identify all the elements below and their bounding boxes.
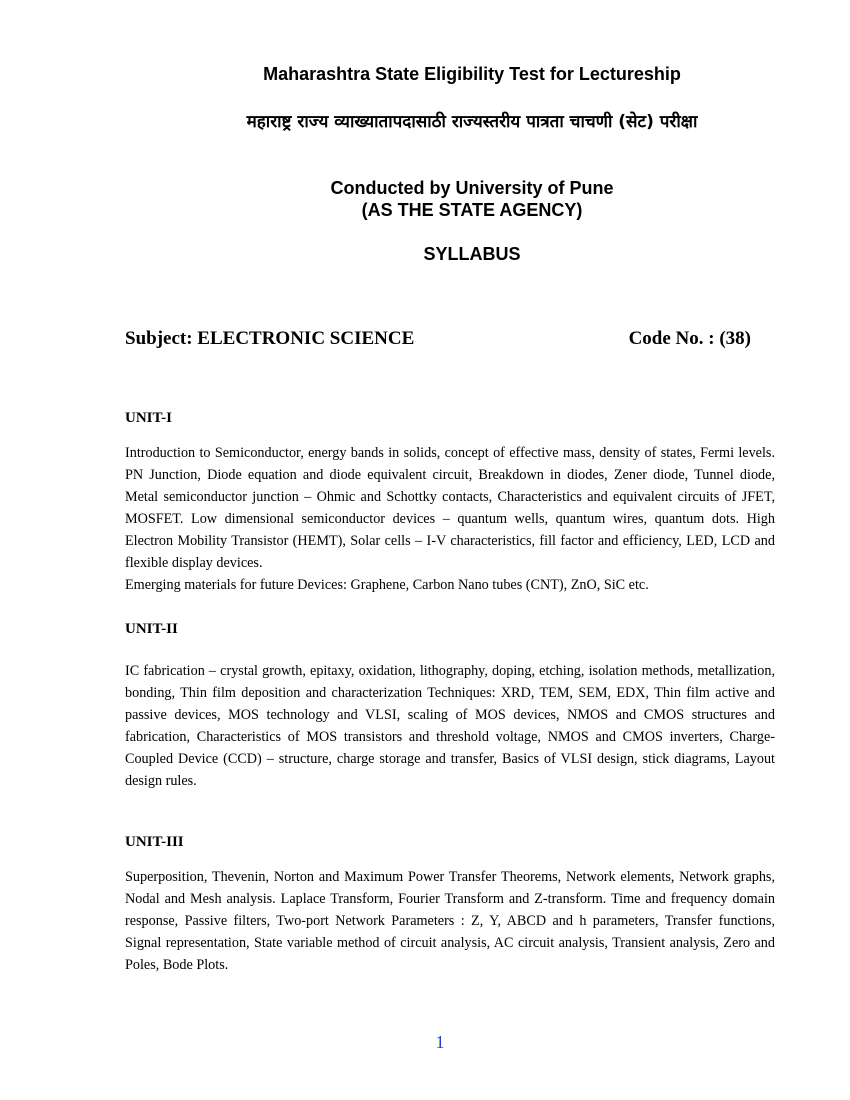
unit-extra: Emerging materials for future Devices: Graphene, Carbon Nano tubes (CNT), ZnO, SiC etc. xyxy=(125,577,649,593)
syllabus-heading: SYLLABUS xyxy=(423,244,521,264)
conducted-by: Conducted by University of Pune xyxy=(330,178,614,198)
unit-text: IC fabrication – crystal growth, epitaxy, oxidation, lithography, doping, etching, isolation methods, metallization, bonding, Thin film deposition and characterization Techniques: XRD, TEM, SEM, EDX, Thin film active and passive devices, MOS technology and VLSI, scaling of MOS devices, NMOS and CMOS structures and fabrication, Characteristics of MOS transistors and threshold voltage, NMOS and CMOS inverters, Charge-Coupled Device (CCD) – structure, charge storage and transfer, Basics of VLSI design, stick diagrams, Layout design rules. xyxy=(125,663,775,789)
unit-heading: UNIT-I xyxy=(125,410,172,426)
exam-title: Maharashtra State Eligibility Test for Lectureship xyxy=(263,64,681,84)
subject-label: Subject: ELECTRONIC SCIENCE xyxy=(125,328,415,349)
subject-row xyxy=(125,328,751,350)
unit-heading: UNIT-II xyxy=(125,621,178,637)
unit-text: Superposition, Thevenin, Norton and Maximum Power Transfer Theorems, Network elements, Network graphs, Nodal and Mesh analysis. Laplace Transform, Fourier Transform and Z-transform. Time and frequency domain response, Passive filters, Two-port Network Parameters : Z, Y, ABCD and h parameters, Transfer functions, Signal representation, State variable method of circuit analysis, AC circuit analysis, Transient analysis, Zero and Poles, Bode Plots. xyxy=(125,869,775,973)
state-agency: (AS THE STATE AGENCY) xyxy=(361,200,583,220)
subject-code: Code No. : (38) xyxy=(628,328,751,349)
unit-body: Introduction to Semiconductor, energy bands in solids, concept of effective mass, density of states, Fermi levels. PN Junction, Diode equation and diode equivalent circuit, Breakdown in diodes, Zener diode, Tunnel diode, Metal semiconductor junction – Ohmic and Schottky contacts, Characteristics and equivalent circuits of JFET, MOSFET. Low dimensional semiconductor devices – quantum wells, quantum wires, quantum dots. High Electron Mobility Transistor (HEMT), Solar cells – I-V characteristics, fill factor and efficiency, LED, LCD and flexible display devices. xyxy=(125,445,775,571)
exam-title-marathi: महाराष्ट्र राज्य व्याख्यातापदासाठी राज्यस्तरीय पात्रता चाचणी (सेट) परीक्षा xyxy=(246,112,698,132)
page-number: 1 xyxy=(435,1032,445,1052)
unit-text xyxy=(125,442,775,596)
unit-heading: UNIT-III xyxy=(125,834,184,850)
conducted-by-block xyxy=(0,177,850,221)
